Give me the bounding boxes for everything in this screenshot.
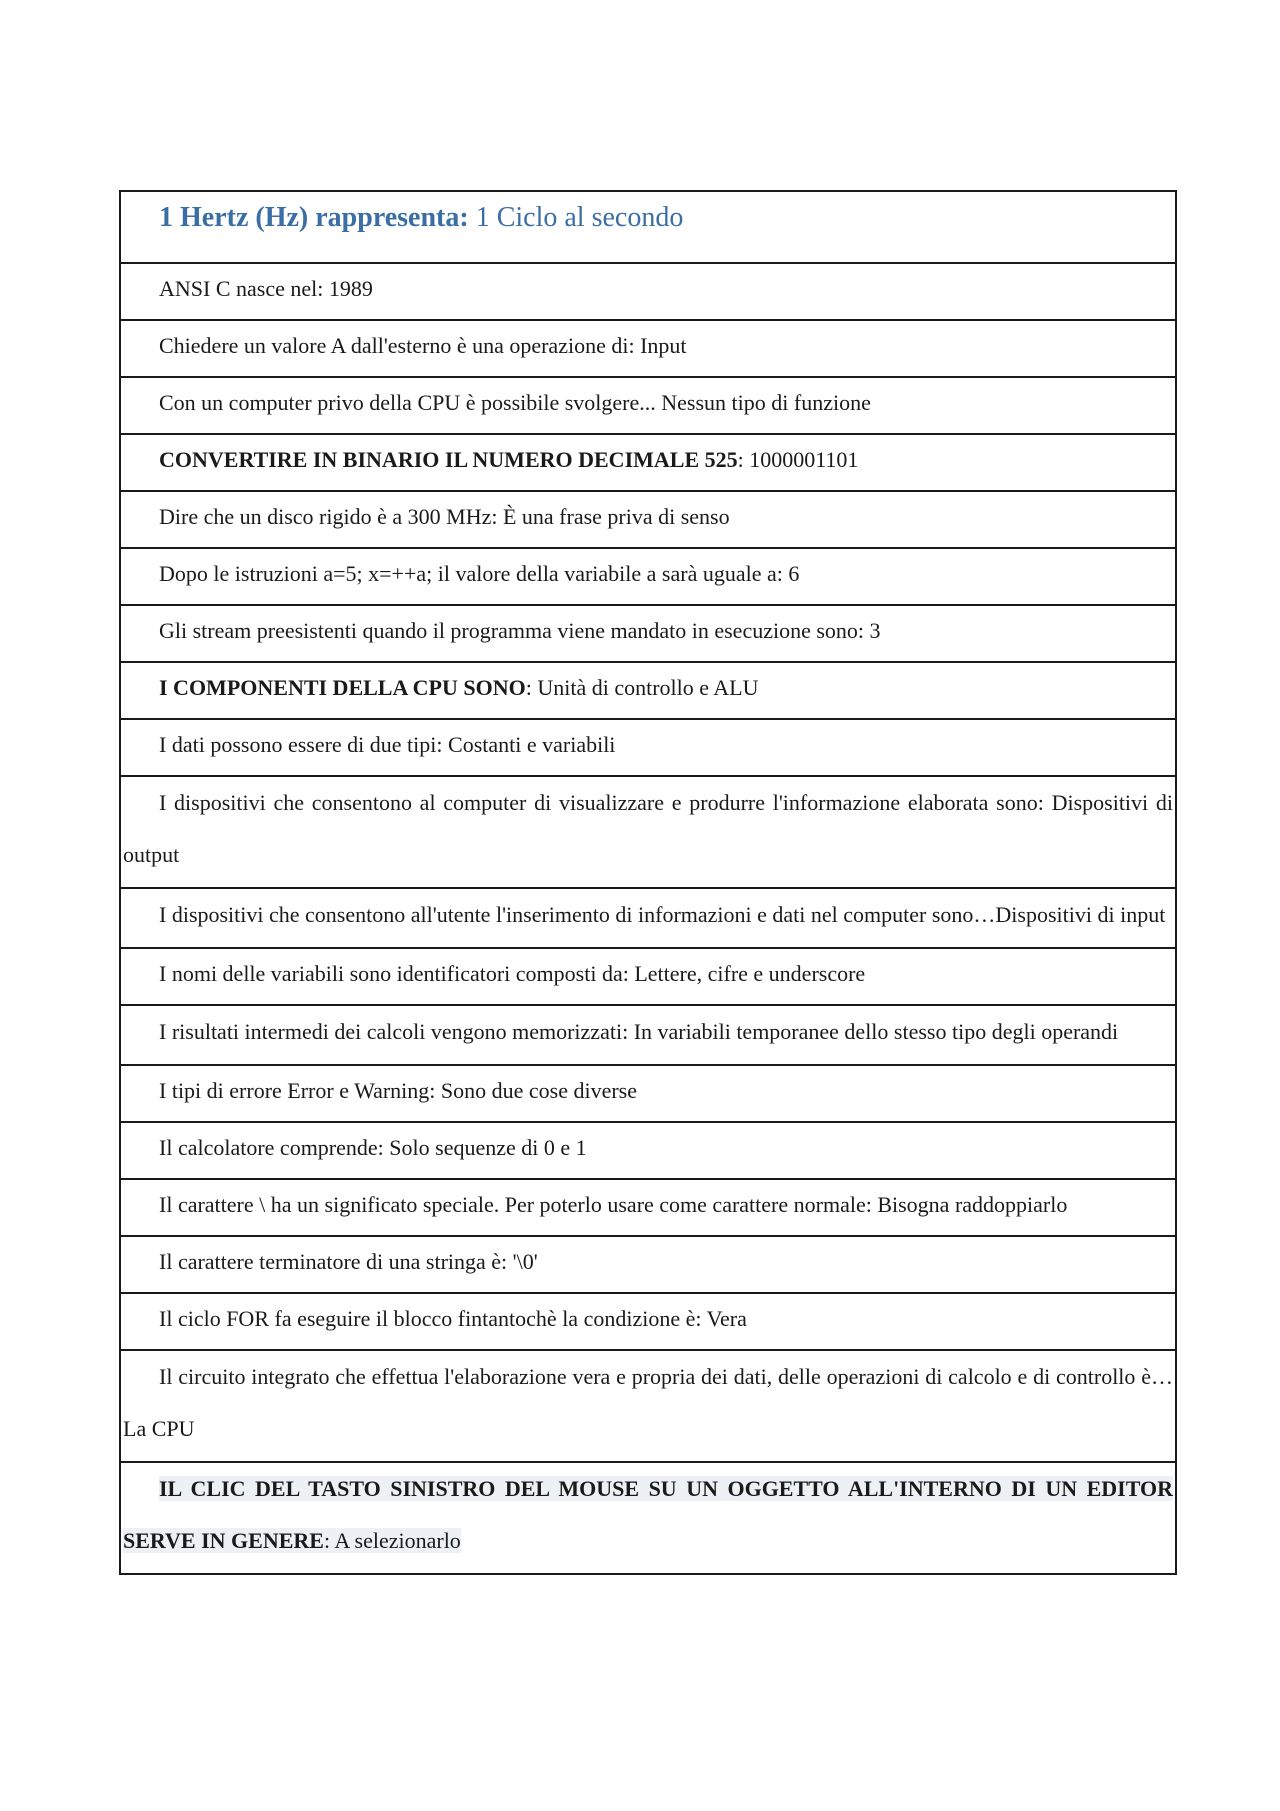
row-answer: : A selezionarlo — [323, 1528, 461, 1553]
row-question: Il carattere \ ha un significato speciale. Per poterlo usare come carattere normale: — [159, 1192, 872, 1217]
row-answer: : Unità di controllo e ALU — [525, 675, 759, 700]
row-answer: In variabili temporanee dello stesso tipo degli operandi — [628, 1019, 1119, 1044]
row-answer: Costanti e variabili — [442, 732, 616, 757]
row-answer: Dispositivi di output — [123, 790, 1173, 867]
table-row — [121, 887, 1175, 947]
row-question: Chiedere un valore A dall'esterno è una operazione di: — [159, 333, 635, 358]
row-question: I COMPONENTI DELLA CPU SONO — [159, 675, 526, 700]
table-row — [121, 1064, 1175, 1121]
qa-table — [119, 190, 1177, 1575]
row-answer: : 1000001101 — [737, 447, 859, 472]
table-row — [121, 1461, 1175, 1573]
table-row — [121, 1235, 1175, 1292]
table-row — [121, 1292, 1175, 1349]
row-answer: Lettere, cifre e underscore — [628, 961, 866, 986]
table-row — [121, 547, 1175, 604]
row-answer: 1989 — [323, 276, 373, 301]
table-row — [121, 1178, 1175, 1235]
row-question: Dire che un disco rigido è a 300 MHz: — [159, 504, 498, 529]
table-row — [121, 262, 1175, 319]
row-question: I dati possono essere di due tipi: — [159, 732, 443, 757]
row-question: Il ciclo FOR fa eseguire il blocco fintantochè la condizione è: — [159, 1306, 702, 1331]
table-row — [121, 947, 1175, 1004]
row-answer: Input — [634, 333, 687, 358]
row-question: Il calcolatore comprende: — [159, 1135, 384, 1160]
row-answer: Bisogna raddoppiarlo — [871, 1192, 1068, 1217]
row-question: I nomi delle variabili sono identificatori composti da: — [159, 961, 629, 986]
row-question: 1 Hertz (Hz) rappresenta: — [159, 202, 469, 233]
row-question: I tipi di errore Error e Warning: — [159, 1078, 436, 1103]
table-row — [121, 1349, 1175, 1461]
row-question: Con un computer privo della CPU è possibile svolgere... — [159, 390, 656, 415]
row-answer: Dispositivi di input — [995, 902, 1166, 927]
row-question: ANSI C nasce nel: — [159, 276, 324, 301]
table-row — [121, 319, 1175, 376]
table-row — [121, 775, 1175, 887]
row-answer: Nessun tipo di funzione — [655, 390, 871, 415]
table-row — [121, 604, 1175, 661]
row-answer: Solo sequenze di 0 e 1 — [383, 1135, 587, 1160]
row-question: I dispositivi che consentono all'utente l'inserimento di informazioni e dati nel computer sono… — [159, 902, 996, 927]
table-row — [121, 433, 1175, 490]
row-answer: 1 Ciclo al secondo — [468, 202, 684, 233]
row-question: Il circuito integrato che effettua l'elaborazione vera e propria dei dati, delle operazioni di calcolo e di controllo è… — [159, 1364, 1173, 1389]
row-answer: La CPU — [123, 1416, 195, 1441]
table-row — [121, 718, 1175, 775]
table-row — [121, 1004, 1175, 1064]
table-row — [121, 661, 1175, 718]
row-answer: 3 — [864, 618, 881, 643]
row-answer: Vera — [701, 1306, 747, 1331]
row-answer: '\0' — [507, 1249, 538, 1274]
row-question: IL CLIC DEL TASTO SINISTRO DEL MOUSE SU UN OGGETTO ALL'INTERNO DI UN EDITOR SERVE IN GENERE — [123, 1476, 1173, 1553]
row-question: Il carattere terminatore di una stringa è: — [159, 1249, 508, 1274]
row-question: I risultati intermedi dei calcoli vengono memorizzati: — [159, 1019, 629, 1044]
table-row — [121, 1121, 1175, 1178]
row-answer: 6 — [782, 561, 800, 586]
row-question: CONVERTIRE IN BINARIO IL NUMERO DECIMALE 525 — [159, 447, 738, 472]
row-answer: Sono due cose diverse — [435, 1078, 638, 1103]
table-row — [121, 490, 1175, 547]
title-row — [121, 192, 1175, 262]
row-question: Dopo le istruzioni a=5; x=++a; il valore della variabile a sarà uguale a: — [159, 561, 783, 586]
table-row — [121, 376, 1175, 433]
row-question: I dispositivi che consentono al computer di visualizzare e produrre l'informazione elaborata sono: — [159, 790, 1044, 815]
row-answer: È una frase priva di senso — [497, 504, 730, 529]
row-question: Gli stream preesistenti quando il programma viene mandato in esecuzione sono: — [159, 618, 865, 643]
